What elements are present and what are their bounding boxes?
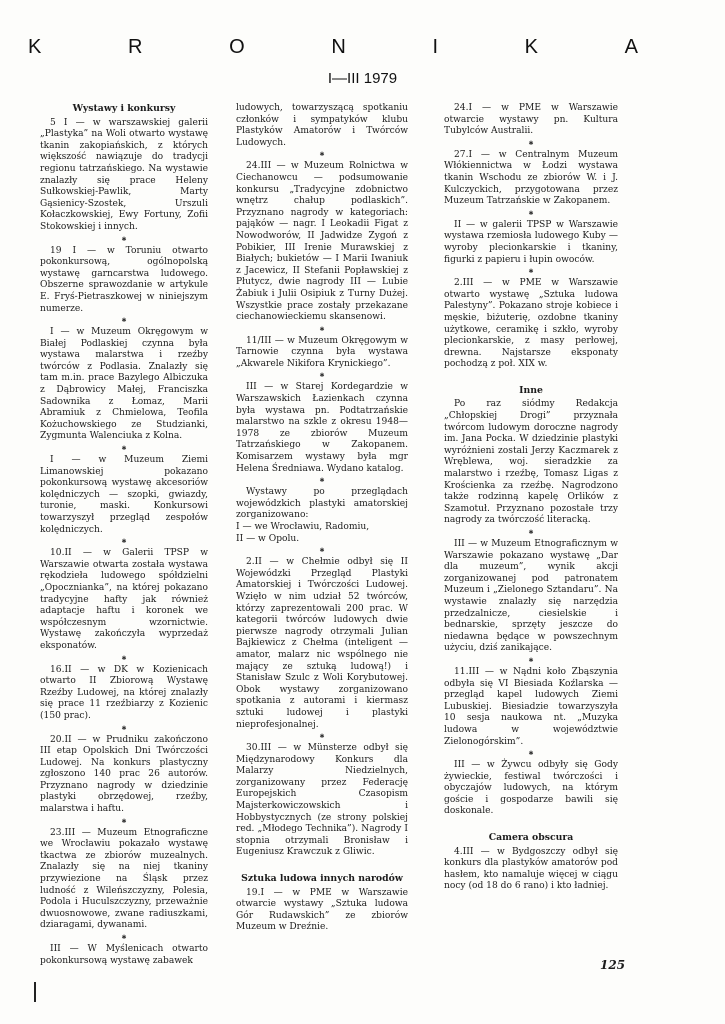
header-letter: A bbox=[624, 36, 638, 58]
news-item: Po raz siódmy Redakcja „Chłopskiej Drogi” przyznała twórcom ludowym doroczne nagrody im. Jana Pocka. W dziedzinie plastyki wyróżnieni zostali Jerzy Kaczmarek z Wręblewa, woj. sieradzkie za malarstwo i rzeźbę, Tomasz Ligas z Krościenka za rzeźbę. Nagrodzono także rodzinną kapelę Orlików z Szamotuł. Przyznano pozostałe trzy nagrody za twórczość literacką. bbox=[444, 399, 618, 526]
news-item: 24.III — w Muzeum Rolnictwa w Ciechanowcu — podsumowanie konkursu „Tradycyjne zdobnictwo wnętrz chałup podlaskich”. Przyznano nagrody w kategoriach: pająków — nagr. I Leokadii Figat z Nowodworów, II Jadwidze Zygoń z Pobikier, III Irenie Murawskiej z Białych; bukietów — I Marii Iwaniuk z Jacewicz, II Stefanii Popławskiej z Płutycz, dwie nagrody III — Lubie Żabiuk i Julii Osipiuk z Turny Dużej. Wszystkie prace zostały przekazane ciechanowieckiemu skansenowi. bbox=[236, 161, 408, 323]
separator-star: ✱ bbox=[319, 151, 325, 159]
news-item: 2.III — w PME w Warszawie otwarto wystawę „Sztuka ludowa Palestyny”. Pokazano stroje kobiece i męskie, biżuterię, ozdobne tkaniny użytkowe, ceramikę i szkło, wyroby plecionkarskie, z masy perłowej, drewna. Najstarsze eksponaty pochodzą z poł. XIX w. bbox=[444, 278, 618, 370]
separator-star: ✱ bbox=[121, 317, 127, 325]
news-item: I — w Muzeum Ziemi Limanowskiej pokazano pokonkursową wystawę akcesoriów kolędniczych — szopki, gwiazdy, turonie, maski. Konkursowi towarzyszył przegląd zespołów kolędniczych. bbox=[40, 455, 208, 535]
news-item: 20.II — w Prudniku zakończono III etap Opolskich Dni Twórczości Ludowej. Na konkurs plastyczny zgłoszono 140 prac 26 autorów. Przyznano nagrody w dziedzinie plastyki obrzędowej, rzeźby, malarstwa i haftu. bbox=[40, 734, 208, 815]
separator-star: ✱ bbox=[121, 445, 127, 453]
news-item: 10.II — w Galerii TPSP w Warszawie otwarta została wystawa rękodzieła ludowego spółdzielni „Opocznianka”, na której pokazano tradycyjne hafty jak również adaptacje haftu i koronek we współczesnym wzornictwie. Wystawę zakończyła wyprzedaż eksponatów. bbox=[40, 548, 208, 651]
news-item: 30.III — w Münsterze odbył się Międzynarodowy Konkurs dla Malarzy Niedzielnych, zorganizowany przez Federację Europejskich Czasopism Majsterkowiczowskich i Hobbystycznych (ze strony polskiej red. „Młodego Technika”). Nagrody I stopnia otrzymali Bronisław i Eugeniusz Krawczuk z Gliwic. bbox=[236, 743, 408, 858]
news-item: 16.II — w DK w Kozienicach otwarto II Zbiorową Wystawę Rzeźby Ludowej, na której znalazły się prace 11 rzeźbiarzy z Kozienic (150 prac). bbox=[40, 664, 208, 721]
header-letter: R bbox=[128, 36, 143, 58]
news-item: 27.I — w Centralnym Muzeum Włókiennictwa w Łodzi wystawa tkanin Wschodu ze zbiorów W. i J. Kulczyckich, przygotowana przez Muzeum Tatrzańskie w Zakopanem. bbox=[444, 149, 618, 207]
header-letter: K bbox=[28, 36, 42, 58]
page-number: 125 bbox=[600, 958, 626, 972]
separator-star: ✱ bbox=[121, 934, 127, 941]
news-item: 11/III — w Muzeum Okręgowym w Tarnowie czynna była wystawa „Akwarele Nikifora Krynickiego”. bbox=[236, 335, 408, 369]
separator-star: ✱ bbox=[121, 724, 127, 732]
news-item: 2.II — w Chełmie odbył się II Wojewódzki Przegląd Plastyki Amatorskiej i Twórczości Ludowej. Wzięło w nim udział 52 twórców, którzy zaprezentowali 200 prac. W kategorii twórców ludowych dwie pierwsze nagrody otrzymali Julian Bajkiewicz z Chełma (inteligent — amator, malarz nic wspólnego nie mający ze sztuką ludową!) i Stanisław Szulc z Woli Korybutowej. Obok wystawy zorganizowano spotkania z autorami i kiermasz sztuki ludowej i plastyki nieprofesjonalnej. bbox=[236, 557, 408, 730]
section-heading: Wystawy i konkursy bbox=[72, 103, 176, 114]
separator-star: ✱ bbox=[528, 529, 534, 536]
header-letter: N bbox=[331, 36, 346, 58]
news-item: Wystawy po przeglądach wojewódzkich plastyki amatorskiej zorganizowano: I — we Wrocławiu, Radomiu, II — w Opolu. bbox=[236, 487, 408, 544]
news-item: III — w Starej Kordegardzie w Warszawskich Łazienkach czynna była wystawa pn. Podtatrzańskie malarstwo na szkle z okresu 1948—1978 ze zbiorów Muzeum Tatrzańskiego w Zakopanem. Komisarzem wystawy była mgr Helena Średniawa. Wydano katalog. bbox=[236, 382, 408, 474]
separator-star: ✱ bbox=[528, 268, 534, 276]
news-item: 23.III — Muzeum Etnograficzne we Wrocławiu pokazało wystawę tkactwa ze zbiorów muzealnych. Znalazły się na niej tkaniny przywiezione na Śląsk przez ludność z Wileńszczyzny, Polesia, Podola i Huculszczyzny, przeważnie dwuosnowowe, zwane radiuszkami, dziaragami, dywanami. bbox=[40, 827, 208, 931]
separator-star: ✱ bbox=[528, 209, 534, 217]
news-item: III — w Muzeum Etnograficznym w Warszawie pokazano wystawę „Dar dla muzeum”, wynik akcji zorganizowanej pod patronatem Muzeum i „Zielonego Sztandaru”. Na wystawie znalazły się narzędzia przedzalnicze, ciesielskie i bednarskie, sprzęty jeszcze do niedawna będące w powszechnym użyciu, dziś zanikające. bbox=[444, 539, 618, 654]
separator-star: ✱ bbox=[319, 372, 325, 380]
separator-star: ✱ bbox=[528, 750, 534, 758]
news-item: 24.I — w PME w Warszawie otwarcie wystawy pn. Kultura Tubylców Australii. bbox=[444, 103, 618, 137]
separator-star: ✱ bbox=[319, 547, 325, 555]
header-letter: I bbox=[432, 36, 438, 58]
separator-star: ✱ bbox=[121, 817, 127, 825]
section-heading: Camera obscura bbox=[488, 832, 574, 844]
news-item: III — w Żywcu odbyły się Gody żywieckie, festiwal twórczości i obyczajów ludowych, na którym goście i gospodarze bawili się doskonale. bbox=[444, 760, 618, 817]
separator-star: ✱ bbox=[528, 139, 534, 147]
separator-star: ✱ bbox=[319, 733, 325, 741]
section-heading: Inne bbox=[519, 384, 543, 396]
news-item: 11.III — w Nądni koło Zbąszynia odbyła się VI Biesiada Koźlarska — przegląd kapel ludowych Ziemi Lubuskiej. Biesiadzie towarzyszyła 10 sesja naukowa nt. „Muzyka ludowa w województwie Zielonogórskim”. bbox=[444, 666, 618, 747]
column-left bbox=[40, 103, 208, 967]
news-item: I — w Muzeum Okręgowym w Białej Podlaskiej czynna była wystawa malarstwa i rzeźby twórców z Podlasia. Znalazły się tam m.in. prace Bazylego Albiczuka z Dąbrowicy Małej, Franciszka Sadownika z Łomaz, Marii Abramiuk z Chmielowa, Teofila Kożuchowskiego ze Studzianki, Zygmunta Walenciuka z Kolna. bbox=[40, 327, 208, 442]
margin-mark bbox=[34, 982, 36, 1002]
section-heading: Sztuka ludowa innych narodów bbox=[241, 873, 403, 885]
issue-date: I—III 1979 bbox=[327, 70, 398, 87]
news-item: III — W Myślenicach otwarto pokonkursową wystawę zabawek bbox=[40, 944, 208, 966]
news-item: 4.III — w Bydgoszczy odbył się konkurs dla plastyków amatorów pod hasłem, kto namaluje więcej w ciągu nocy (od 18 do 6 rano) i kto ładniej. bbox=[444, 846, 618, 892]
header-letter: O bbox=[229, 36, 245, 58]
news-item: ludowych, towarzyszącą spotkaniu członków i sympatyków klubu Plastyków Amatorów i Twórców Ludowych. bbox=[236, 103, 408, 148]
news-item: 19.I — w PME w Warszawie otwarcie wystawy „Sztuka ludowa Gór Rudawskich” ze zbiorów Muzeum w Dreźnie. bbox=[236, 887, 408, 933]
separator-star: ✱ bbox=[121, 538, 127, 546]
header-letter: K bbox=[524, 36, 538, 58]
separator-star: ✱ bbox=[319, 477, 325, 485]
separator-star: ✱ bbox=[319, 325, 325, 333]
separator-star: ✱ bbox=[121, 654, 127, 662]
separator-star: ✱ bbox=[528, 656, 534, 664]
news-item: 19 I — w Toruniu otwarto pokonkursową, ogólnopolską wystawę garncarstwa ludowego. Obszerne sprawozdanie w artykule E. Fryś-Pietraszkowej w niniejszym numerze. bbox=[40, 245, 208, 314]
kronika-header bbox=[28, 36, 638, 59]
column-middle bbox=[236, 103, 408, 934]
separator-star: ✱ bbox=[121, 235, 127, 243]
news-item: II — w galerii TPSP w Warszawie wystawa rzemiosła ludowego Kuby — wyroby plecionkarskie i tkaniny, figurki z papieru i łupin owoców. bbox=[444, 219, 618, 265]
column-right bbox=[444, 103, 618, 893]
news-item: 5 I — w warszawskiej galerii „Plastyka” na Woli otwarto wystawę tkanin zakopiańskich, z których większość nawiązuje do tradycji regionu tatrzańskiego. Na wystawie znalazły się prace Heleny Sułkowskiej-Pawlik, Marty Gąsienicy-Szostek, Urszuli Kołaczkowskiej, Ewy Fortuny, Zofii Stokowskiej i innych. bbox=[40, 117, 208, 232]
